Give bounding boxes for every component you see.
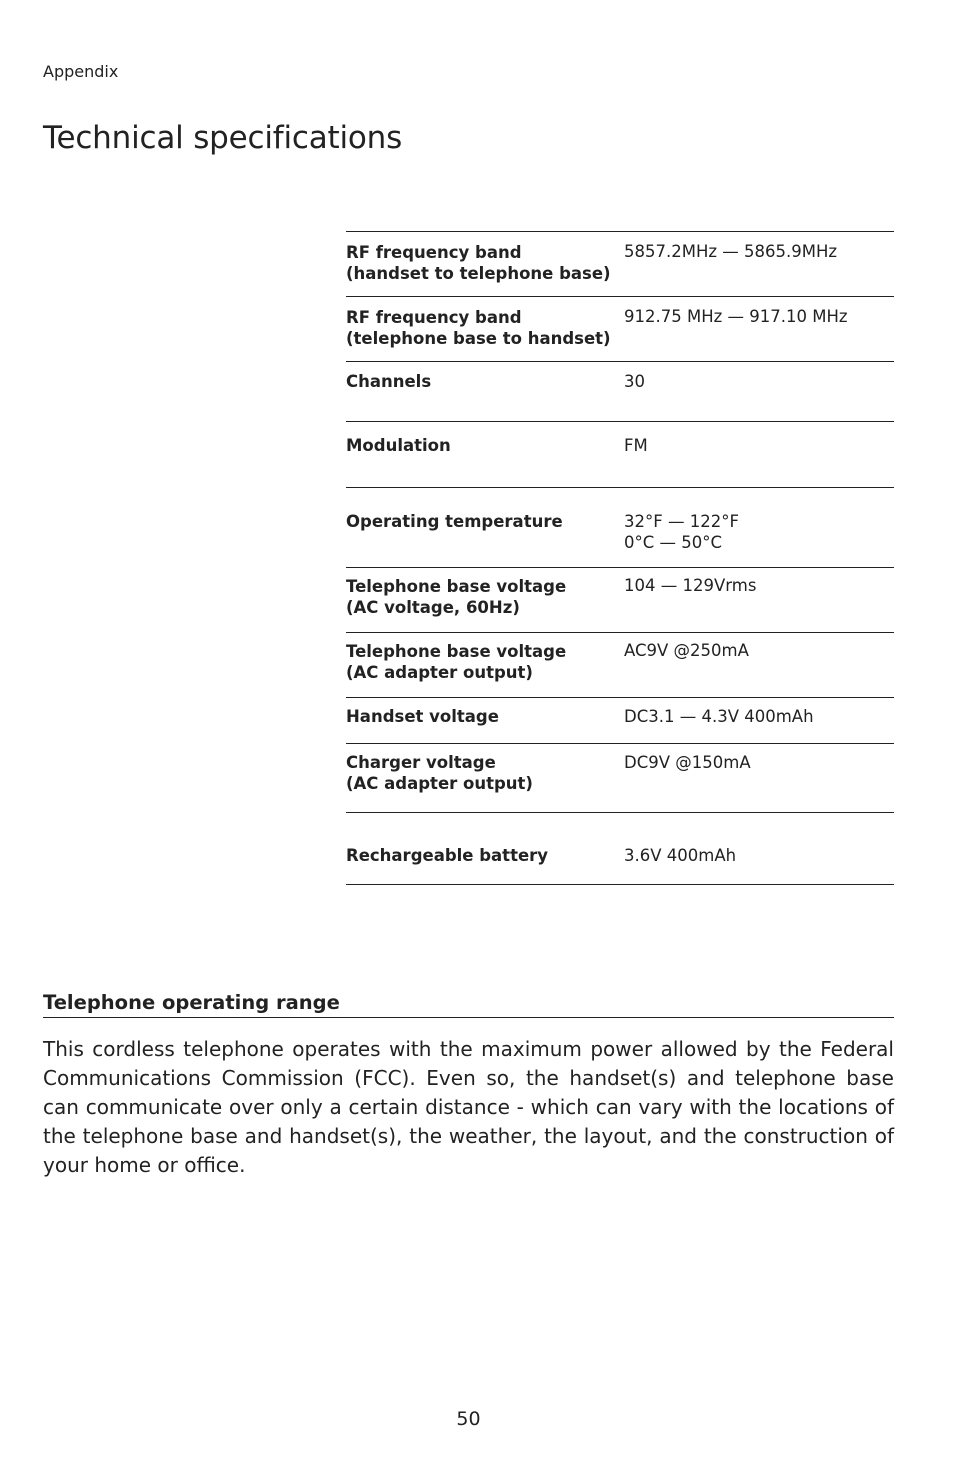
spec-row-operating-temperature <box>346 488 894 568</box>
spec-row-rechargeable-battery <box>346 813 894 885</box>
spec-label: Operating temperature <box>346 512 563 531</box>
spec-row-charger-voltage <box>346 744 894 813</box>
spec-row-rf-base-to-handset <box>346 297 894 362</box>
spec-row-base-voltage-ac <box>346 568 894 633</box>
spec-value: 30 <box>624 372 645 391</box>
spec-row-channels <box>346 362 894 422</box>
spec-label: Rechargeable battery <box>346 846 549 865</box>
spec-label: Telephone base voltage (AC voltage, 60Hz) <box>346 577 567 617</box>
spec-value: 32°F — 122°F 0°C — 50°C <box>624 512 739 552</box>
spec-row-rf-handset-to-base <box>346 232 894 297</box>
range-heading: Telephone operating range <box>43 991 894 1018</box>
spec-table <box>346 231 894 885</box>
spec-row-modulation <box>346 422 894 488</box>
spec-label: RF frequency band (telephone base to handset) <box>346 308 611 348</box>
spec-value: FM <box>624 436 648 455</box>
section-label: Appendix <box>43 62 119 81</box>
spec-label: Modulation <box>346 436 451 455</box>
spec-label: Channels <box>346 372 432 391</box>
spec-label: Handset voltage <box>346 707 499 726</box>
spec-value: 3.6V 400mAh <box>624 846 737 865</box>
spec-value: 5857.2MHz — 5865.9MHz <box>624 242 838 261</box>
spec-value: DC3.1 — 4.3V 400mAh <box>624 707 814 726</box>
spec-label: Telephone base voltage (AC adapter output) <box>346 642 567 682</box>
spec-row-handset-voltage <box>346 698 894 744</box>
spec-value: DC9V @150mA <box>624 753 751 772</box>
spec-value: 912.75 MHz — 917.10 MHz <box>624 307 848 326</box>
spec-value: 104 — 129Vrms <box>624 576 757 595</box>
spec-label: RF frequency band (handset to telephone base) <box>346 243 611 283</box>
spec-row-base-voltage-adapter <box>346 633 894 698</box>
spec-label: Charger voltage (AC adapter output) <box>346 753 533 793</box>
spec-value: AC9V @250mA <box>624 641 749 660</box>
range-paragraph: This cordless telephone operates with the maximum power allowed by the Federal Communications Commission (FCC). Even so, the handset(s) and telephone base can communicate over only a certain distance - which can vary with the locations of the telephone base and handset(s), the weather, the layout, and the construction of your home or office. <box>43 1037 894 1177</box>
page-title: Technical specifications <box>43 120 403 156</box>
page-number: 50 <box>456 1408 481 1430</box>
